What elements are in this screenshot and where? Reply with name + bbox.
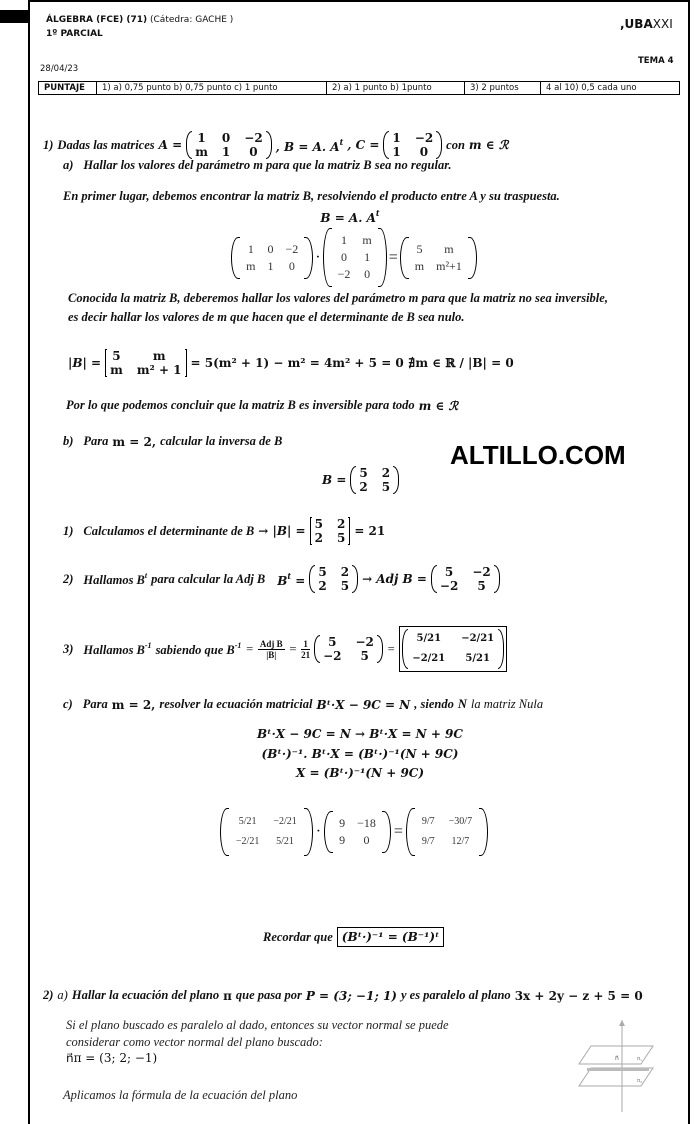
den: 21 [301, 649, 311, 660]
c-matrix-product [4, 808, 700, 856]
matrix-cell: −2 [414, 131, 434, 145]
matrix-a [231, 237, 313, 279]
matrix-cell: 5 [416, 241, 423, 256]
matrix-9c [324, 811, 391, 853]
b-def [276, 137, 344, 154]
q1-statement [43, 131, 508, 159]
text-wrap [83, 641, 151, 658]
matrix-cell: m²+1 [436, 258, 462, 273]
tema: TEMA 4 [638, 56, 674, 66]
bracket-left [324, 811, 333, 853]
step-1 [63, 517, 385, 545]
matrix-cell: 5 [477, 579, 486, 593]
normal-vector: n⃗π = (3; 2; −1) [66, 1051, 158, 1065]
matrix-cell: 1 [197, 131, 206, 145]
step-3 [63, 626, 507, 672]
text: Para [82, 697, 108, 711]
plane-eq: 3x + 2y − z + 5 = 0 [514, 988, 643, 1003]
q2-line-3: Aplicamos la fórmula de la ecuación del plano [63, 1088, 298, 1102]
equals: = [388, 248, 398, 266]
matrix-cell: 9 [339, 833, 346, 847]
matrix-cell: m [444, 241, 454, 256]
matrix-cell: 1 [221, 145, 231, 159]
matrix-grid [356, 466, 393, 494]
bracket-right [304, 237, 313, 279]
matrix-cell: 5 [381, 480, 391, 494]
equation: Bᵗ·X − 9C = N [316, 697, 411, 712]
text: Hallar los valores del parámetro m para que la matriz B sea no regular. [83, 158, 452, 172]
left-tab-marker [0, 10, 30, 23]
known-line-2: es decir hallar los valores de m que hacen que el determinante de B sea nulo. [68, 310, 465, 324]
matrix-cell: 5/21 [238, 816, 257, 827]
bracket-right [393, 466, 399, 494]
matrix-grid [315, 565, 352, 593]
text: Hallamos B [83, 642, 145, 657]
score-cell: 2) a) 1 punto b) 1punto [327, 82, 465, 94]
text2: sabiendo que B [155, 642, 235, 657]
b-eq: B = A. A [320, 211, 376, 225]
matrix-cell: 2 [318, 579, 327, 593]
pi1-label: π₁ [637, 1056, 643, 1062]
matrix-cell: −2 [472, 565, 491, 579]
bracket-right [479, 808, 488, 856]
matrix-cell: 5/21 [465, 653, 490, 664]
bracket-right [266, 131, 272, 159]
bt: B [277, 573, 288, 588]
det-b [105, 349, 186, 377]
matrix-grid [389, 131, 436, 159]
matrix-cell: −2 [244, 131, 263, 145]
matrix-grid [192, 131, 265, 159]
course-title [46, 15, 233, 25]
concl-math: m ∈ ℛ [418, 398, 459, 413]
matrix-cell: 2 [314, 531, 323, 545]
matrix-grid [107, 349, 184, 377]
matrix-cell: −18 [357, 816, 376, 830]
matrix-cell: 1 [392, 145, 401, 159]
arrow-head-icon [619, 1020, 625, 1026]
matrix-cell: 5 [314, 517, 323, 531]
c-step-2: (Bᵗ·)⁻¹. Bᵗ·X = (Bᵗ·)⁻¹(N + 9C) [261, 747, 459, 761]
num: 2) [43, 988, 54, 1002]
c-label: , C = [347, 138, 380, 152]
frac-k [301, 639, 310, 660]
concl-text: Por lo que podemos concluir que la matriz B es inversible para todo [66, 398, 415, 412]
matrix-cell: 1 [392, 131, 401, 145]
matrix-cell: −2/21 [235, 836, 260, 847]
matrix-cell: 0 [249, 145, 258, 159]
det-rest: = 5(m² + 1) − m² = 4m² + 5 = 0 ∄m ∈ ℝ / |B| = 0 [190, 356, 514, 370]
determinant-line [68, 349, 514, 377]
num: 1) [63, 523, 74, 538]
text3: , siendo [414, 697, 454, 711]
score-cell: 3) 2 puntos [465, 82, 541, 94]
a-label: A = [158, 138, 183, 152]
matrix-cell: 0 [363, 833, 370, 847]
den: |B| [266, 649, 277, 660]
q2-statement [43, 988, 643, 1003]
pi2-label: π₂ [637, 1078, 643, 1084]
bracket-right [382, 811, 391, 853]
matrix-grid [312, 517, 349, 545]
sup-t: t [375, 208, 380, 218]
watermark: ALTILLO.COM [450, 440, 626, 470]
matrix-cell: 5 [318, 565, 327, 579]
bracket-left [406, 808, 415, 856]
q1c-statement [63, 697, 543, 712]
arrow: → |B| = [258, 524, 306, 538]
logo-text: ,UBA [620, 17, 653, 31]
matrix-cell: 5 [112, 349, 121, 363]
bracket-right [352, 565, 358, 593]
catedra: (Cátedra: GACHE ) [150, 15, 234, 25]
bracket-right [498, 629, 504, 669]
matrix-cell: 0 [288, 258, 295, 273]
matrix-grid [229, 808, 304, 856]
reminder [263, 927, 444, 947]
matrix-cell: −30/7 [448, 816, 473, 827]
matrix-cell: 0 [267, 241, 274, 256]
text3: y es paralelo al plano [400, 988, 511, 1002]
math: m = 2, [112, 434, 157, 449]
uba-logo [620, 17, 673, 31]
matrix-cell: 5 [359, 466, 368, 480]
matrix-cell: m² + 1 [136, 363, 182, 377]
matrix-bt-inv [220, 808, 313, 856]
bracket-right [348, 517, 350, 545]
matrix-cell: 5 [444, 565, 454, 579]
matrix-grid [437, 565, 494, 593]
text: Calculamos el determinante de B [83, 523, 255, 538]
matrix-cell: m [414, 258, 425, 273]
matrix-cell: −2 [355, 635, 374, 649]
matrix-cell: m [246, 258, 256, 273]
matrix-cell: m [195, 145, 208, 159]
matrix-cell: 5 [360, 649, 369, 663]
matrix-cell: 2 [340, 565, 350, 579]
conclusion [66, 398, 458, 413]
num: Adj B [259, 638, 283, 649]
eq: = [291, 573, 306, 588]
matrix-grid [415, 808, 479, 856]
score-cell: PUNTAJE [39, 82, 97, 94]
frac-adj [258, 639, 285, 660]
text2: para calcular la Adj B [151, 571, 266, 586]
reminder-eq: (Bᵗ·)⁻¹ = (B⁻¹)ᵗ [337, 927, 445, 947]
matrix-grid [333, 811, 382, 853]
text2: resolver la ecuación matricial [159, 697, 313, 711]
dot: · [315, 823, 322, 840]
matrix-cell: 5/21 [416, 633, 442, 644]
b-eq-wrap [320, 208, 379, 225]
text: Hallamos B [83, 572, 145, 587]
matrix-cell: 12/7 [451, 836, 470, 847]
matrix-adj [431, 565, 500, 593]
matrix-cell: −2/21 [412, 653, 446, 664]
arrow: → Adj B = [362, 572, 427, 586]
n-label: n⃗ [615, 1056, 619, 1062]
dot: · [315, 248, 321, 266]
logo-suffix: XXI [652, 17, 673, 31]
matrix-grid [409, 237, 468, 279]
matrix-cell: m [362, 233, 372, 247]
parallel-planes-diagram [575, 1018, 657, 1114]
sup: -1 [234, 640, 242, 650]
bracket-right [468, 237, 477, 279]
matrix-cell: 1 [267, 258, 274, 273]
matrix-cell: 0 [419, 145, 429, 159]
b-equation [0, 208, 700, 225]
subject: ÁLGEBRA (FCE) (71) [46, 15, 148, 25]
matrix-cell: 0 [364, 267, 371, 281]
matrix-a [186, 131, 271, 159]
bracket-left [323, 228, 332, 287]
matrix-cell: 2 [359, 480, 368, 494]
matrix-cell: 2 [336, 517, 346, 531]
matrix-cell: 5/21 [276, 836, 294, 847]
q1b-statement [63, 434, 282, 449]
equals: = [393, 823, 403, 840]
matrix-cell: −2/21 [461, 633, 495, 644]
eq: = [245, 641, 254, 656]
bt-label [277, 571, 305, 588]
q2-line-2: considerar como vector normal del plano buscado: [66, 1035, 323, 1049]
score-cell: 4 al 10) 0,5 cada uno [546, 83, 637, 93]
b-label: B = [322, 473, 347, 487]
plane-2-edge [587, 1068, 649, 1071]
q-tail: con [446, 137, 465, 152]
text4: la matriz Nula [470, 697, 544, 711]
q1a-statement [63, 158, 452, 173]
matrix-b [350, 466, 399, 494]
eq: = [386, 641, 396, 656]
num: 3) [63, 641, 74, 656]
q1a-intro: En primer lugar, debemos encontrar la matriz B, resolviendo el producto entre A y su traspuesta. [63, 189, 560, 203]
label: a) [57, 988, 68, 1002]
bracket-right [304, 808, 313, 856]
exam-name: 1º PARCIAL [46, 29, 103, 39]
eq: = [288, 641, 298, 656]
matrix-cell: 1 [364, 250, 371, 264]
c-step-1: Bᵗ·X − 9C = N → Bᵗ·X = N + 9C [257, 727, 463, 741]
label: b) [63, 434, 74, 448]
bracket-left [231, 237, 240, 279]
bracket-right [436, 131, 442, 159]
matrix-bt [309, 565, 358, 593]
q2-line-1: Si el plano buscado es paralelo al dado, entonces su vector normal se puede [66, 1018, 449, 1032]
label: c) [63, 697, 73, 711]
sup-t: t [339, 136, 344, 147]
result-box [399, 626, 507, 672]
matrix-cell: −2 [337, 267, 351, 281]
text-wrap [83, 571, 147, 588]
matrix-b [400, 237, 477, 279]
matrix-cell: 5 [328, 635, 337, 649]
sup: -1 [144, 640, 152, 650]
matrix-cell: 1 [341, 233, 348, 247]
matrix-cell: 9 [339, 816, 346, 830]
num: 1 [303, 638, 308, 649]
matrix-cell: −2 [323, 649, 342, 663]
q-tail-math: m ∈ ℛ [468, 138, 509, 152]
text2: calcular la inversa de B [160, 434, 283, 448]
matrix-grid [408, 629, 498, 669]
n: N [457, 697, 467, 711]
matrix-at [323, 228, 387, 287]
text2-wrap [156, 641, 242, 658]
date: 28/04/23 [40, 64, 79, 74]
pi: π [223, 988, 232, 1003]
known-line-1: Conocida la matriz B, deberemos hallar los valores del parámetro m para que la matriz no sea inversible, [68, 291, 608, 305]
score-cell: 1) a) 0,75 punto b) 0,75 punto c) 1 punto [97, 82, 327, 94]
step-2 [63, 565, 500, 593]
matrix-cell: −2 [285, 241, 299, 256]
matrix-cell: 9/7 [421, 816, 435, 827]
matrix-cell: 2 [381, 466, 391, 480]
text: Hallar la ecuación del plano [71, 988, 220, 1002]
score-table [38, 81, 680, 95]
label: a) [63, 158, 74, 172]
b-matrix-line [322, 466, 399, 494]
sup: t [287, 570, 292, 581]
matrix-c [383, 131, 442, 159]
matrix-cell: m [110, 363, 123, 377]
matrix-cell: 5 [336, 531, 346, 545]
matrix-adj [314, 635, 383, 663]
bracket-right [494, 565, 500, 593]
matrix-cell: −2 [439, 579, 459, 593]
matrix-cell: 0 [341, 250, 348, 264]
bracket-right [378, 228, 387, 287]
det-label: |B| = [68, 356, 102, 370]
matrix-cell: 0 [221, 131, 231, 145]
point: P = (3; −1; 1) [305, 988, 397, 1003]
bracket-left [220, 808, 229, 856]
matrix-cell: −2/21 [273, 816, 297, 827]
q-text: Dadas las matrices [57, 137, 155, 152]
matrix-cell: 9/7 [421, 836, 435, 847]
matrix-grid [320, 635, 377, 663]
bracket-left [400, 237, 409, 279]
result: = 21 [354, 524, 386, 538]
matrix-grid [332, 228, 378, 287]
matrix-inverse [402, 629, 504, 669]
bracket-right [377, 635, 383, 663]
matrix-cell: 5 [340, 579, 350, 593]
matrix-cell: 1 [247, 241, 254, 256]
num: 2) [63, 571, 74, 586]
bracket-right [185, 349, 187, 377]
text: Para [83, 434, 109, 448]
math: m = 2, [111, 697, 156, 712]
matrix-x [406, 808, 488, 856]
q-num: 1) [43, 137, 54, 152]
matrix-cell: m [152, 349, 166, 363]
text2: que pasa por [235, 988, 302, 1002]
matrix-product [4, 228, 700, 287]
text: Recordar que [263, 929, 333, 944]
b-def-text: , B = A. A [275, 139, 340, 154]
sup: t [144, 570, 148, 580]
c-step-3: X = (Bᵗ·)⁻¹(N + 9C) [295, 766, 425, 780]
matrix-grid [240, 237, 304, 279]
det [310, 517, 351, 545]
